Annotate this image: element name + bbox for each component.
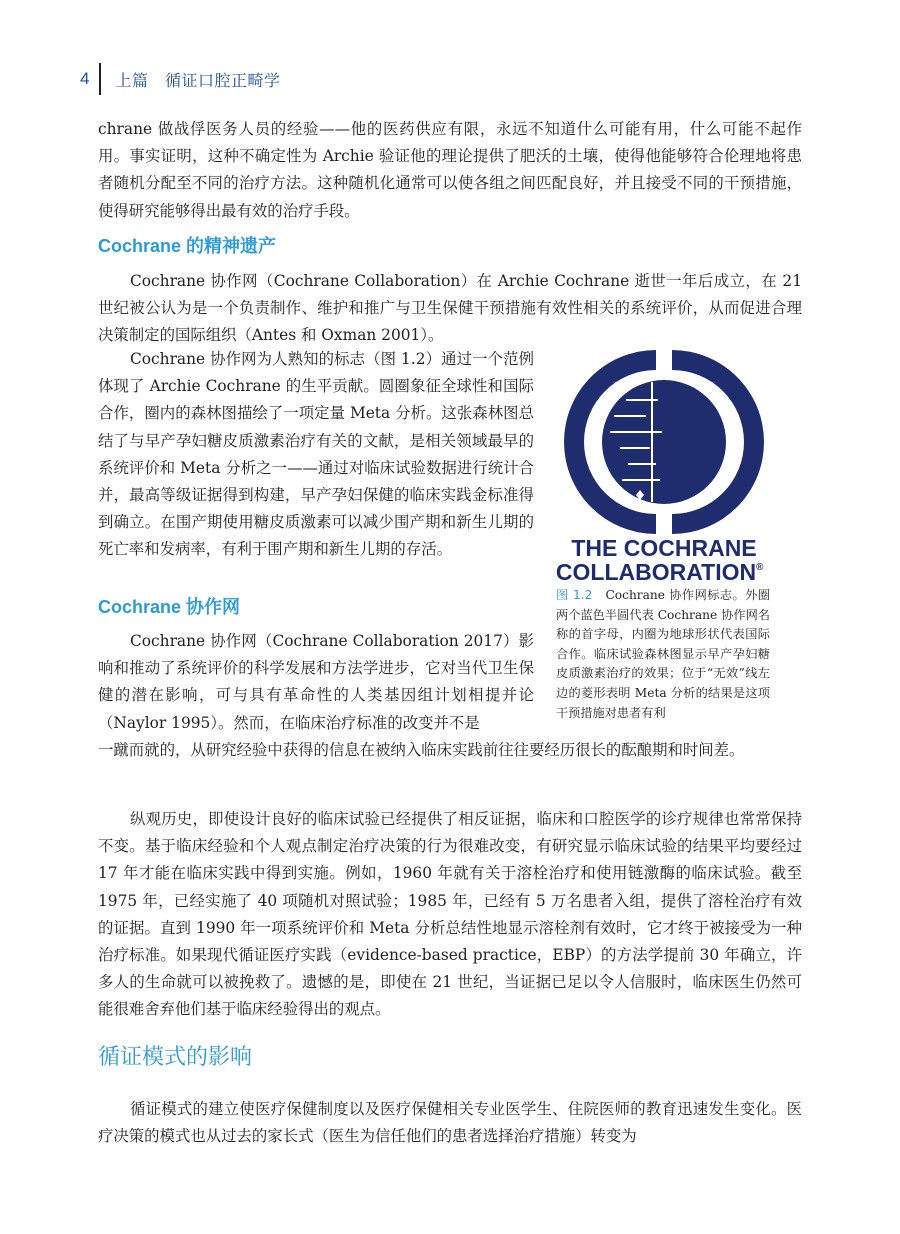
heading-evidence-influence: 循证模式的影响 [98, 1045, 253, 1070]
running-header [80, 62, 280, 96]
figure-caption [556, 586, 770, 723]
logo-text-line2: COLLABORATION [556, 559, 757, 580]
logo-text-line1: THE COCHRANE [571, 535, 757, 561]
heading-cochrane-legacy: Cochrane 的精神遗产 [98, 236, 277, 256]
registered-mark: ® [756, 562, 764, 573]
cochrane-logo [556, 344, 772, 580]
cochrane-logo-emblem [564, 350, 764, 534]
caption-text: Cochrane 协作网标志。外圈两个蓝色半圆代表 Cochrane 协作网名称的首字母，内圈为地球形状代表国际合作。临床试验森林图显示早产孕妇糖皮质激素治疗的效果；位于“无效”线左边的菱形表明 Meta 分析的结果是这项干预措施对患者有利 [556, 588, 770, 720]
paragraph-archie-experience: chrane 做战俘医务人员的经验——他的医药供应有限，永远不知道什么可能有用，什么可能不起作用。事实证明，这种不确定性为 Archie 验证他的理论提供了肥沃的土壤，使得他能够符合伦理地将患者随机分配至不同的治疗方法。这种随机化通常可以使各组之间匹配良好，并且接受不同的干预措施，使得研究能够得出最有效的治疗手段。 [98, 120, 802, 220]
paragraph-collaboration-founding: Cochrane 协作网（Cochrane Collaboration）在 Archie Cochrane 逝世一年后成立，在 21 世纪被公认为是一个负责制作、维护和推广与卫生保健干预措施有效性相关的系统评价，从而促进合理决策制定的国际组织（Antes 和 Oxman 2001）。 [98, 272, 802, 345]
paragraph-network-influence-continued: 一蹴而就的，从研究经验中获得的信息在被纳入临床实践前往往要经历很长的酝酿期和时间差。 [98, 741, 745, 759]
paragraph-logo-description: Cochrane 协作网为人熟知的标志（图 1.2）通过一个范例体现了 Archie Cochrane 的生平贡献。圆圈象征全球性和国际合作，圈内的森林图描绘了一项定量 Meta 分析。这张森林图总结了与早产孕妇糖皮质激素治疗有关的文献，是相关领域最早的系统评价和 Meta 分析之一——通过对临床试验数据进行统计合并，最高等级证据得到构建，早产孕妇保健的临床实践金标准得到确立。在围产期使用糖皮质激素可以减少围产期和新生儿期的死亡率和发病率，有利于围产期和新生儿期的存活。 [98, 350, 534, 559]
paragraph-history: 纵观历史，即使设计良好的临床试验已经提供了相反证据，临床和口腔医学的诊疗规律也常常保持不变。基于临床经验和个人观点制定治疗决策的行为很难改变，有研究显示临床试验的结果平均要经过 17 年才能在临床实践中得到实施。例如，1960 年就有关于溶栓治疗和使用链激酶的临床试验。截至 1975 年，已经实施了 40 项随机对照试验；1985 年，已经有 5 万名患者入组，提供了溶栓治疗有效的证据。直到 1990 年一项系统评价和 Meta 分析总结性地显示溶栓剂有效时，它才终于被接受为一种治疗标准。如果现代循证医疗实践（evidence-based practice，EBP）的方法学提前 30 年确立，许多人的生命就可以被挽救了。遗憾的是，即使在 21 世纪，当证据已足以令人信服时，临床医生仍然可能很难舍弃他们基于临床经验得出的观点。 [98, 810, 802, 1019]
paragraph-evidence-model: 循证模式的建立使医疗保健制度以及医疗保健相关专业医学生、住院医师的教育迅速发生变化。医疗决策的模式也从过去的家长式（医生为信任他们的患者选择治疗措施）转变为 [98, 1100, 802, 1146]
header-divider [99, 63, 101, 95]
paragraph-network-influence: Cochrane 协作网（Cochrane Collaboration 2017）影响和推动了系统评价的科学发展和方法学进步，它对当代卫生保健的潜在影响，可与具有革命性的人类基因组计划相提并论（Naylor 1995）。然而，在临床治疗标准的改变并不是 [98, 632, 534, 732]
page-number: 4 [80, 69, 90, 88]
section-title: 上篇 循证口腔正畸学 [115, 70, 281, 90]
caption-label: 图 1.2 [556, 588, 593, 602]
heading-cochrane-network: Cochrane 协作网 [98, 597, 241, 617]
